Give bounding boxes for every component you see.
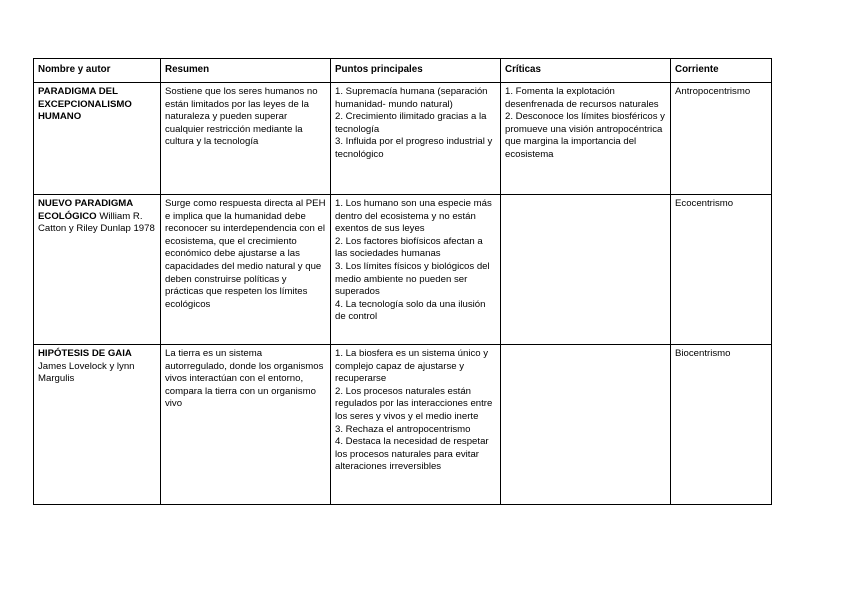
cell-critiques bbox=[501, 345, 671, 505]
point-item: 3. Influida por el progreso industrial y tecnológico bbox=[335, 136, 493, 160]
point-item: 3. Rechaza el antropocentrismo bbox=[335, 423, 471, 435]
point-item: 1. Los humano son una especie más dentro del ecosistema y no están exentos de sus leyes bbox=[335, 198, 492, 235]
cell-summary: Surge como respuesta directa al PEH e implica que la humanidad debe reconocer su interdependencia con el ecosistema, que el crecimiento económico debe ajustarse a las capacidades del medio natural y que deben construirse políticas y prácticas que respeten los límites ecológicos bbox=[161, 195, 331, 345]
point-item: 4. La tecnología solo da una ilusión de control bbox=[335, 298, 486, 323]
paradigm-name: HIPÓTESIS DE GAIA bbox=[38, 348, 132, 359]
point-item: 3. Los límites físicos y biológicos del medio ambiente no pueden ser superados bbox=[335, 260, 490, 298]
point-item: 2. Crecimiento ilimitado gracias a la tecnología bbox=[335, 111, 487, 135]
table-row bbox=[34, 83, 772, 195]
cell-name-author bbox=[34, 345, 161, 505]
paradigm-name: PARADIGMA DEL EXCEPCIONALISMO HUMANO bbox=[38, 86, 132, 123]
cell-main-points bbox=[331, 83, 501, 195]
point-item: 2. Los factores biofísicos afectan a las sociedades humanas bbox=[335, 235, 483, 260]
cell-name-author bbox=[34, 83, 161, 195]
cell-name-author bbox=[34, 195, 161, 345]
table-row bbox=[34, 345, 772, 505]
paradigm-author: William R. Catton y Riley Dunlap 1978 bbox=[38, 210, 155, 235]
cell-current: Biocentrismo bbox=[671, 345, 772, 505]
critique-item: 1. Fomenta la explotación desenfrenada de recursos naturales bbox=[505, 86, 659, 110]
header-summary: Resumen bbox=[161, 59, 331, 83]
paradigm-author: James Lovelock y lynn Margulis bbox=[38, 360, 135, 385]
header-critiques: Críticas bbox=[501, 59, 671, 83]
cell-main-points bbox=[331, 195, 501, 345]
header-current: Corriente bbox=[671, 59, 772, 83]
point-item: 4. Destaca la necesidad de respetar los procesos naturales para evitar alteraciones irreversibles bbox=[335, 436, 489, 473]
table-header-row bbox=[34, 59, 772, 83]
cell-main-points bbox=[331, 345, 501, 505]
paradigm-name: NUEVO PARADIGMA ECOLÓGICO bbox=[38, 198, 133, 222]
point-item: 2. Los procesos naturales están regulados por las interacciones entre los seres y vivos y el medio inerte bbox=[335, 385, 493, 422]
header-name-author: Nombre y autor bbox=[34, 59, 161, 83]
cell-critiques bbox=[501, 195, 671, 345]
table-row bbox=[34, 195, 772, 345]
point-item: 1. Supremacía humana (separación humanidad- mundo natural) bbox=[335, 86, 488, 110]
cell-critiques bbox=[501, 83, 671, 195]
point-item: 1. La biosfera es un sistema único y complejo capaz de ajustarse y recuperarse bbox=[335, 348, 489, 385]
paradigms-table bbox=[33, 58, 772, 505]
critique-item: 2. Desconoce los límites biosféricos y promueve una visión antropocéntrica que margina la importancia del ecosistema bbox=[505, 111, 665, 160]
header-main-points: Puntos principales bbox=[331, 59, 501, 83]
cell-summary: Sostiene que los seres humanos no están limitados por las leyes de la naturaleza y pueden superar cualquier restricción mediante la cultura y la tecnología bbox=[161, 83, 331, 195]
cell-current: Ecocentrismo bbox=[671, 195, 772, 345]
cell-summary: La tierra es un sistema autorregulado, donde los organismos vivos interactúan con el entorno, compara la tierra con un organismo vivo bbox=[161, 345, 331, 505]
cell-current: Antropocentrismo bbox=[671, 83, 772, 195]
